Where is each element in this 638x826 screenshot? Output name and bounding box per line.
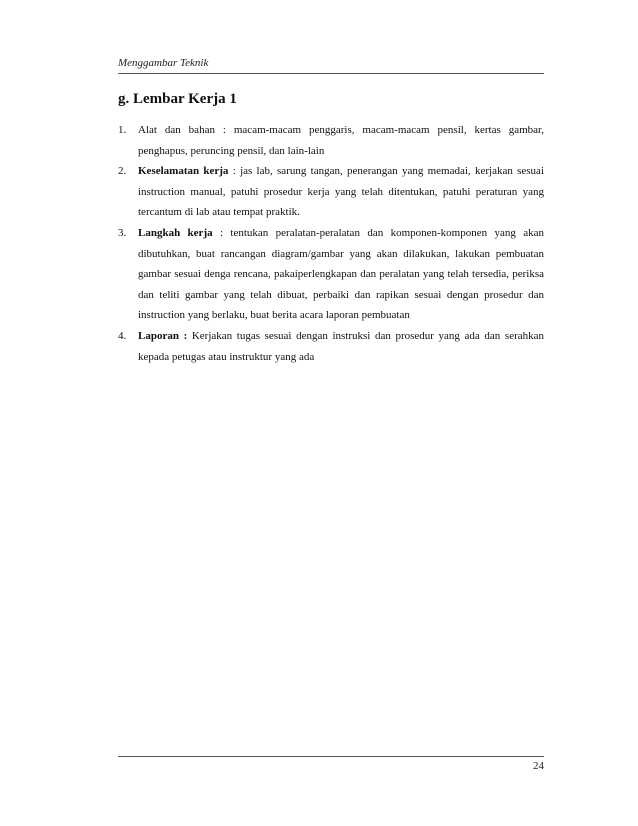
section-heading: g. Lembar Kerja 1 bbox=[118, 91, 237, 107]
list-item-label: Langkah kerja bbox=[138, 226, 213, 239]
list-item-number: 3. bbox=[118, 226, 127, 239]
list-item bbox=[118, 223, 544, 326]
list-item-separator: : bbox=[228, 165, 241, 178]
list-item bbox=[118, 161, 544, 223]
list-item-label: Laporan : bbox=[138, 329, 188, 342]
list-item-separator: : bbox=[212, 226, 231, 239]
footer-divider bbox=[118, 756, 544, 757]
list-item-label: Keselamatan kerja bbox=[138, 165, 229, 178]
list-item-text: jas lab, sarung tangan, penerangan yang memadai, kerjakan sesuai instruction manual, patuhi prosedur kerja yang telah ditentukan, patuhi peraturan yang tercantum di lab atau tempat praktik. bbox=[138, 165, 544, 219]
list-item-number: 1. bbox=[118, 124, 127, 136]
list-item bbox=[118, 120, 544, 161]
list-item-text: Alat dan bahan : macam-macam penggaris, macam-macam pensil, kertas gambar, penghapus, peruncing pensil, dan lain-lain bbox=[138, 124, 544, 157]
numbered-list bbox=[118, 120, 544, 367]
list-item-text: tentukan peralatan-peralatan dan komponen-komponen yang akan dibutuhkan, buat rancangan diagram/gambar yang akan dilakukan, lakukan pembuatan gambar sesuai denga rencana, pakaiperlengkapan dan peralatan yang telah tersedia, periksa dan teliti gambar yang telah dibuat, perbaiki dan rapikan sesuai dengan prosedur dan instruction yang berlaku, buat berita acara laporan pembuatan bbox=[138, 226, 544, 322]
list-item-text: Kerjakan tugas sesuai dengan instruksi dan prosedur yang ada dan serahkan kepada petugas atau instruktur yang ada bbox=[138, 329, 544, 363]
page-number: 24 bbox=[533, 760, 544, 772]
running-header: Menggambar Teknik bbox=[118, 57, 209, 69]
list-item-body bbox=[138, 120, 544, 161]
list-item-body bbox=[138, 161, 544, 223]
list-item bbox=[118, 326, 544, 367]
list-item-body bbox=[138, 223, 544, 326]
header-divider bbox=[118, 73, 544, 74]
list-item-number: 2. bbox=[118, 165, 127, 178]
list-item-number: 4. bbox=[118, 329, 127, 342]
list-item-body bbox=[138, 326, 544, 367]
